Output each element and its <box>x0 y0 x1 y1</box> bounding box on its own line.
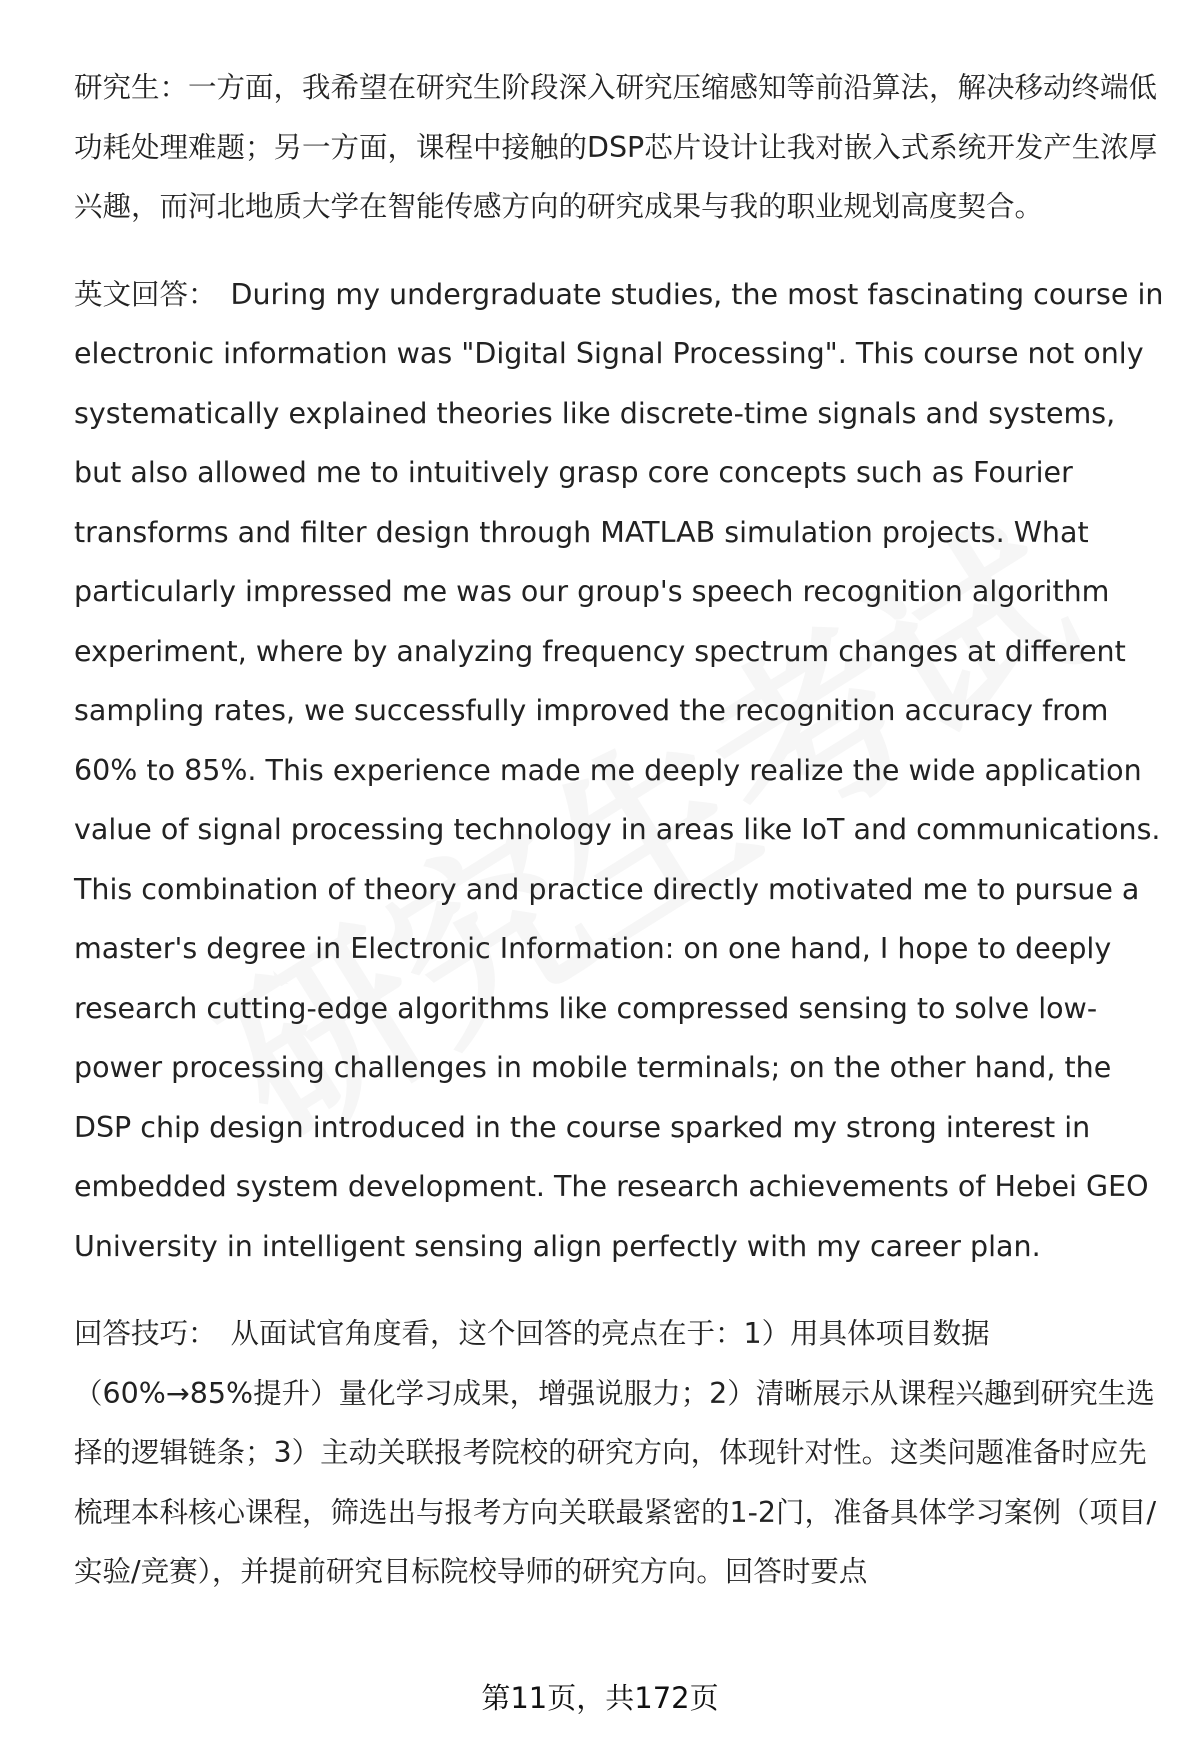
paragraph-graduate-plan <box>74 58 1164 237</box>
paragraph-text: 从面试官角度看，这个回答的亮点在于：1）用具体项目数据（60%→85%提升）量化学习成果，增强说服力；2）清晰展示从课程兴趣到研究生选择的逻辑链条；3）主动关联报考院校的研究方向，体现针对性。这类问题准备时应先梳理本科核心课程，筛选出与报考方向关联最紧密的1-2门，准备具体学习案例（项目/实验/竞赛），并提前研究目标院校导师的研究方向。回答时要点 <box>74 1317 1157 1588</box>
paragraph-label: 英文回答： <box>74 277 217 311</box>
paragraph-english-answer <box>74 265 1164 1277</box>
paragraph-text: During my undergraduate studies, the most fascinating course in electronic information was "Digital Signal Processing". This course not only systematically explained theories like discrete-time signals and systems, but also allowed me to intuitively grasp core concepts such as Fourier transforms and filter design through MATLAB simulation projects. What particularly impressed me was our group's speech recognition algorithm experiment, where by analyzing frequency spectrum changes at different sampling rates, we successfully improved the recognition accuracy from 60% to 85%. This experience made me deeply realize the wide application value of signal processing technology in areas like IoT and communications. This combination of theory and practice directly motivated me to pursue a master's degree in Electronic Information: on one hand, I hope to deeply research cutting-edge algorithms like compressed sensing to solve low-power processing challenges in mobile terminals; on the other hand, the DSP chip design introduced in the course sparked my strong interest in embedded system development. The research achievements of Hebei GEO University in intelligent sensing align perfectly with my career plan. <box>74 277 1164 1263</box>
paragraph-answer-tips <box>74 1304 1164 1602</box>
paragraph-label: 回答技巧： <box>74 1317 217 1350</box>
page-number-footer: 第11页，共172页 <box>481 1681 719 1715</box>
document-page <box>74 58 1164 1630</box>
paragraph-text: 研究生：一方面，我希望在研究生阶段深入研究压缩感知等前沿算法，解决移动终端低功耗处理难题；另一方面，课程中接触的DSP芯片设计让我对嵌入式系统开发产生浓厚兴趣，而河北地质大学在智能传感方向的研究成果与我的职业规划高度契合。 <box>74 71 1158 223</box>
